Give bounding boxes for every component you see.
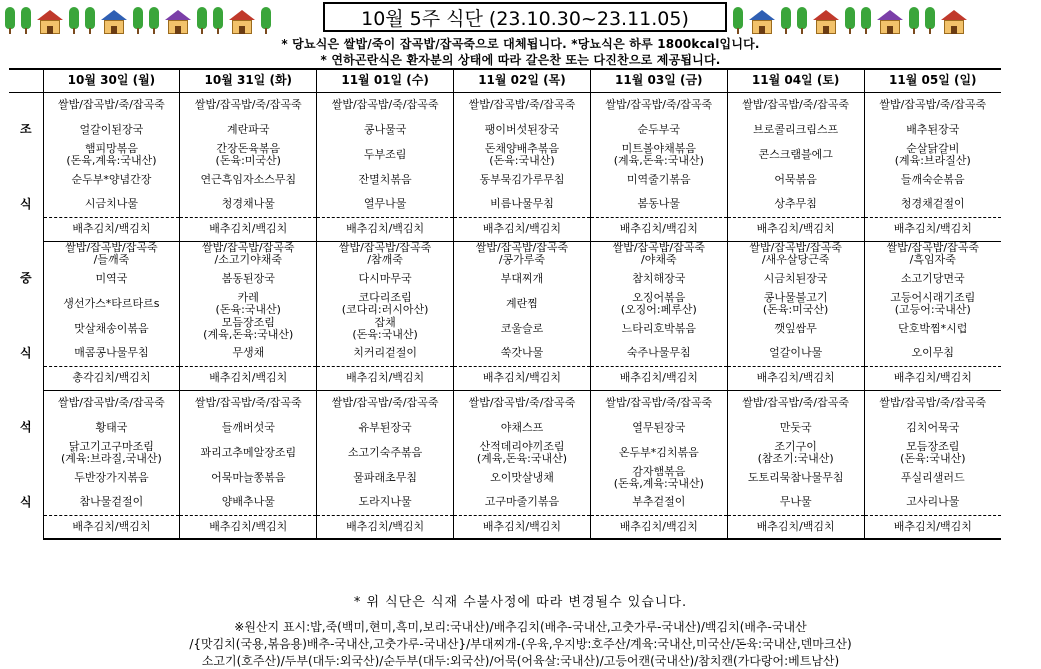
breakfast-row	[9, 142, 1001, 167]
menu-cell: 쌀밥/잡곡밥/잡곡죽 /들깨죽	[43, 241, 180, 266]
tree-icon	[5, 6, 15, 34]
menu-cell: 쌀밥/잡곡밥/죽/잡곡죽	[590, 390, 727, 415]
house-icon	[229, 8, 255, 34]
breakfast-row	[9, 167, 1001, 192]
menu-cell: 잡채 (돈육:국내산)	[317, 316, 454, 341]
menu-cell: 배추김치/백김치	[180, 515, 317, 539]
menu-cell: 배추김치/백김치	[864, 515, 1001, 539]
tree-icon	[925, 6, 935, 34]
menu-cell: 콘스크램블에그	[727, 142, 864, 167]
tree-icon	[781, 6, 791, 34]
tree-icon	[69, 6, 79, 34]
menu-cell: 고사리나물	[864, 490, 1001, 515]
dinner-row	[9, 515, 1001, 539]
menu-cell: 미역국	[43, 266, 180, 291]
menu-cell: 치커리겉절이	[317, 341, 454, 366]
breakfast-row	[9, 217, 1001, 241]
menu-cell: 모듬장조림 (계육,돈육:국내산)	[180, 316, 317, 341]
breakfast-row	[9, 117, 1001, 142]
menu-cell: 쌀밥/잡곡밥/죽/잡곡죽	[454, 390, 591, 415]
origin-line-2: /{맛김치(국용,볶음용)배추-국내산,고춧가루-국내산}/부대찌개-(우육,우지방:호주산/계육:국내산,미국산/돈육:국내산,덴마크산)	[189, 637, 852, 651]
menu-cell: 배추김치/백김치	[454, 366, 591, 390]
tree-icon	[909, 6, 919, 34]
menu-cell: 돈채양배추볶음 (돈육:국내산)	[454, 142, 591, 167]
menu-cell: 쌀밥/잡곡밥/죽/잡곡죽	[879, 395, 987, 409]
menu-cell: 쌀밥/잡곡밥/잡곡죽 /흑임자죽	[886, 241, 979, 266]
menu-cell: 배추김치/백김치	[590, 217, 727, 241]
menu-cell: 푸실리샐러드	[900, 470, 965, 484]
menu-cell: 부대찌개	[454, 266, 591, 291]
menu-cell: 쌀밥/잡곡밥/죽/잡곡죽	[727, 92, 864, 117]
menu-cell: 무나물	[727, 490, 864, 515]
change-notice: * 위 식단은 식재 수불사정에 따라 변경될수 있습니다.	[353, 595, 688, 610]
menu-cell: 오이무침	[864, 341, 1001, 366]
meal-label: 식	[9, 341, 43, 366]
menu-cell: 간장돈육볶음 (돈육:미국산)	[180, 142, 317, 167]
day-header: 10월 31일 (화)	[180, 69, 317, 92]
lunch-row	[9, 266, 1001, 291]
menu-cell: 양배추나물	[180, 490, 317, 515]
menu-cell: 들깨숙순볶음	[900, 172, 965, 186]
weekly-menu-table	[9, 68, 1001, 540]
menu-cell: 야채스프	[454, 415, 591, 440]
menu-cell: 도라지나물	[317, 490, 454, 515]
menu-cell: 배추김치/백김치	[317, 366, 454, 390]
menu-cell: 감자햄볶음 (돈육,계육:국내산)	[590, 465, 727, 490]
menu-cell: 쌀밥/잡곡밥/죽/잡곡죽	[727, 390, 864, 415]
menu-cell: 쌀밥/잡곡밥/잡곡죽 /참깨죽	[317, 241, 454, 266]
menu-cell: 얼갈이나물	[727, 341, 864, 366]
menu-cell: 배추김치/백김치	[590, 515, 727, 539]
menu-cell: 조기구이 (참조기:국내산)	[727, 440, 864, 465]
menu-cell: 소고기당면국	[900, 271, 965, 285]
menu-cell: 느타리호박볶음	[590, 316, 727, 341]
menu-cell: 배추김치/백김치	[727, 366, 864, 390]
menu-cell: 도토리묵참나물무침	[727, 465, 864, 490]
house-icon	[813, 8, 839, 34]
house-icon	[37, 8, 63, 34]
tree-icon	[149, 6, 159, 34]
tree-icon	[133, 6, 143, 34]
day-header-row	[9, 69, 1001, 92]
menu-cell: 청경채나물	[180, 192, 317, 217]
menu-cell: 쌀밥/잡곡밥/죽/잡곡죽	[180, 390, 317, 415]
dinner-row	[9, 465, 1001, 490]
menu-cell: 계란파국	[180, 117, 317, 142]
menu-cell: 총각김치/백김치	[43, 366, 180, 390]
dinner-row	[9, 440, 1001, 465]
menu-cell: 고구마줄기볶음	[454, 490, 591, 515]
day-header: 11월 03일 (금)	[590, 69, 727, 92]
meal-label	[9, 440, 43, 465]
menu-cell: 오이맛살냉채	[454, 465, 591, 490]
menu-cell: 배추김치/백김치	[43, 515, 180, 539]
meal-label: 석	[9, 415, 43, 440]
menu-cell: 배추김치/백김치	[864, 366, 1001, 390]
menu-cell: 쌀밥/잡곡밥/죽/잡곡죽	[879, 97, 987, 111]
menu-cell: 소고기숙주볶음	[317, 440, 454, 465]
menu-cell: 시금치된장국	[727, 266, 864, 291]
tree-icon	[797, 6, 807, 34]
menu-cell: 비름나물무침	[454, 192, 591, 217]
house-icon	[749, 8, 775, 34]
menu-cell: 봄동된장국	[180, 266, 317, 291]
menu-cell: 배추김치/백김치	[454, 515, 591, 539]
menu-cell: 봄동나물	[590, 192, 727, 217]
menu-cell: 잔멸치볶음	[317, 167, 454, 192]
lunch-row	[9, 241, 1001, 266]
menu-cell: 배추김치/백김치	[590, 366, 727, 390]
menu-cell: 두부조림	[317, 142, 454, 167]
menu-cell: 카레 (돈육:국내산)	[180, 291, 317, 316]
menu-cell: 쌀밥/잡곡밥/잡곡죽 /소고기야채죽	[180, 241, 317, 266]
menu-cell: 생선가스*타르타르s	[43, 291, 180, 316]
dysphagia-notice: * 연하곤란식은 환자분의 상태에 따라 갈은찬 또는 다진찬으로 제공됩니다.	[320, 53, 721, 67]
meal-label	[9, 217, 43, 241]
menu-cell: 콩나물국	[317, 117, 454, 142]
menu-cell: 온두부*김치볶음	[590, 440, 727, 465]
menu-cell: 쌀밥/잡곡밥/죽/잡곡죽	[43, 390, 180, 415]
menu-cell: 배추된장국	[906, 122, 960, 136]
meal-label: 조	[9, 117, 43, 142]
menu-cell: 두반장가지볶음	[43, 465, 180, 490]
menu-cell: 닭고기고구마조림 (계육:브라질,국내산)	[43, 440, 180, 465]
house-icon	[941, 8, 967, 34]
decoration-left	[2, 0, 320, 34]
corner-cell	[9, 69, 43, 92]
menu-cell: 상추무침	[727, 192, 864, 217]
menu-cell: 모듬장조림 (돈육:국내산)	[900, 440, 966, 465]
menu-cell: 고등어시래기조림 (고등어:국내산)	[890, 291, 976, 316]
menu-cell: 얼갈이된장국	[43, 117, 180, 142]
menu-cell: 유부된장국	[317, 415, 454, 440]
meal-label	[9, 515, 43, 539]
menu-cell: 배추김치/백김치	[317, 217, 454, 241]
menu-cell: 쌀밥/잡곡밥/죽/잡곡죽	[317, 390, 454, 415]
meal-label	[9, 142, 43, 167]
menu-cell: 어묵마늘쫑볶음	[180, 465, 317, 490]
menu-cell: 쌀밥/잡곡밥/죽/잡곡죽	[317, 92, 454, 117]
menu-cell: 열무나물	[317, 192, 454, 217]
lunch-row	[9, 316, 1001, 341]
menu-cell: 물파래초무침	[317, 465, 454, 490]
menu-cell: 쌀밥/잡곡밥/잡곡죽 /야채죽	[590, 241, 727, 266]
menu-cell: 미트볼야채볶음 (계육,돈육:국내산)	[590, 142, 727, 167]
tree-icon	[213, 6, 223, 34]
menu-cell: 배추김치/백김치	[317, 515, 454, 539]
menu-cell: 배추김치/백김치	[43, 217, 180, 241]
menu-cell: 햄피망볶음 (돈육,계육:국내산)	[43, 142, 180, 167]
house-icon	[101, 8, 127, 34]
house-icon	[165, 8, 191, 34]
meal-label	[9, 167, 43, 192]
menu-cell: 쌀밥/잡곡밥/잡곡죽 /콩가루죽	[454, 241, 591, 266]
menu-cell: 팽이버섯된장국	[454, 117, 591, 142]
page-title: 10월 5주 식단 (23.10.30~23.11.05)	[323, 2, 727, 32]
tree-icon	[845, 6, 855, 34]
menu-cell: 배추김치/백김치	[454, 217, 591, 241]
tree-icon	[197, 6, 207, 34]
dinner-row	[9, 415, 1001, 440]
day-header: 11월 01일 (수)	[317, 69, 454, 92]
menu-cell: 다시마무국	[317, 266, 454, 291]
menu-cell: 연근흑임자소스무침	[180, 167, 317, 192]
day-header: 10월 30일 (월)	[43, 69, 180, 92]
menu-cell: 만둣국	[727, 415, 864, 440]
meal-label	[9, 366, 43, 390]
menu-cell: 쌀밥/잡곡밥/죽/잡곡죽	[180, 92, 317, 117]
day-header: 11월 05일 (일)	[864, 69, 1001, 92]
menu-cell: 참나물겉절이	[43, 490, 180, 515]
origin-line-3: 소고기(호주산)/두부(대두:외국산)/순두부(대두:외국산)/어묵(어육살:국내산)/고등어캔(국내산)/참치캔(가다랑어:베트남산)	[201, 654, 840, 668]
tree-icon	[733, 6, 743, 34]
menu-cell: 쌀밥/잡곡밥/죽/잡곡죽	[43, 92, 180, 117]
menu-cell: 배추김치/백김치	[180, 366, 317, 390]
diabetic-notice: * 당뇨식은 쌀밥/죽이 잡곡밥/잡곡죽으로 대체됩니다. *당뇨식은 하루 1800kcal입니다.	[281, 37, 760, 51]
lunch-row	[9, 366, 1001, 390]
menu-cell: 쌀밥/잡곡밥/죽/잡곡죽	[590, 92, 727, 117]
house-icon	[877, 8, 903, 34]
menu-cell: 청경채겉절이	[864, 192, 1001, 217]
menu-cell: 산적데리야끼조림 (계육,돈육:국내산)	[454, 440, 591, 465]
menu-cell: 순살닭갈비 (계육:브라질산)	[894, 142, 971, 167]
meal-label	[9, 316, 43, 341]
menu-cell: 브로콜리크림스프	[727, 117, 864, 142]
menu-cell: 들깨버섯국	[180, 415, 317, 440]
meal-label: 식	[9, 490, 43, 515]
menu-cell: 배추김치/백김치	[864, 217, 1001, 241]
dinner-row	[9, 490, 1001, 515]
menu-cell: 숙주나물무침	[590, 341, 727, 366]
menu-cell: 열무된장국	[590, 415, 727, 440]
menu-cell: 시금치나물	[43, 192, 180, 217]
meal-label: 중	[9, 266, 43, 291]
menu-cell: 계란찜	[454, 291, 591, 316]
menu-cell: 어묵볶음	[727, 167, 864, 192]
menu-cell: 참치해장국	[590, 266, 727, 291]
menu-cell: 부추겉절이	[590, 490, 727, 515]
menu-cell: 배추김치/백김치	[727, 217, 864, 241]
meal-label	[9, 291, 43, 316]
breakfast-row	[9, 92, 1001, 117]
decoration-right	[730, 0, 1040, 34]
meal-label	[9, 390, 43, 415]
menu-cell: 오징어볶음 (오징어:페루산)	[590, 291, 727, 316]
breakfast-row	[9, 192, 1001, 217]
lunch-row	[9, 341, 1001, 366]
tree-icon	[861, 6, 871, 34]
menu-cell: 쌀밥/잡곡밥/죽/잡곡죽	[454, 92, 591, 117]
menu-cell: 순두부국	[590, 117, 727, 142]
menu-cell: 순두부*양념간장	[43, 167, 180, 192]
menu-cell: 쌀밥/잡곡밥/잡곡죽 /새우살당근죽	[727, 241, 864, 266]
menu-cell: 배추김치/백김치	[180, 217, 317, 241]
menu-cell: 꽈리고추메알장조림	[180, 440, 317, 465]
lunch-row	[9, 291, 1001, 316]
menu-cell: 쑥갓나물	[454, 341, 591, 366]
meal-label	[9, 465, 43, 490]
menu-cell: 맛살채송이볶음	[43, 316, 180, 341]
origin-line-1: ※원산지 표시:밥,죽(백미,현미,흑미,보리:국내산)/배추김치(배추-국내산,고춧가루-국내산)/백김치(배추-국내산	[234, 620, 807, 634]
meal-label	[9, 92, 43, 117]
menu-cell: 무생채	[180, 341, 317, 366]
menu-cell: 미역줄기볶음	[590, 167, 727, 192]
day-header: 11월 02일 (목)	[454, 69, 591, 92]
tree-icon	[261, 6, 271, 34]
menu-cell: 김치어묵국	[906, 420, 960, 434]
menu-cell: 배추김치/백김치	[727, 515, 864, 539]
menu-cell: 깻잎쌈무	[727, 316, 864, 341]
menu-cell: 단호박찜*시럽	[898, 321, 968, 335]
menu-cell: 황태국	[43, 415, 180, 440]
meal-label: 식	[9, 192, 43, 217]
dinner-row	[9, 390, 1001, 415]
tree-icon	[21, 6, 31, 34]
meal-label	[9, 241, 43, 266]
menu-cell: 동부묵김가루무침	[454, 167, 591, 192]
menu-cell: 코울슬로	[454, 316, 591, 341]
menu-cell: 코다리조림 (코다리:러시아산)	[317, 291, 454, 316]
menu-cell: 콩나물불고기 (돈육:미국산)	[727, 291, 864, 316]
day-header: 11월 04일 (토)	[727, 69, 864, 92]
tree-icon	[85, 6, 95, 34]
menu-cell: 매콤콩나물무침	[43, 341, 180, 366]
